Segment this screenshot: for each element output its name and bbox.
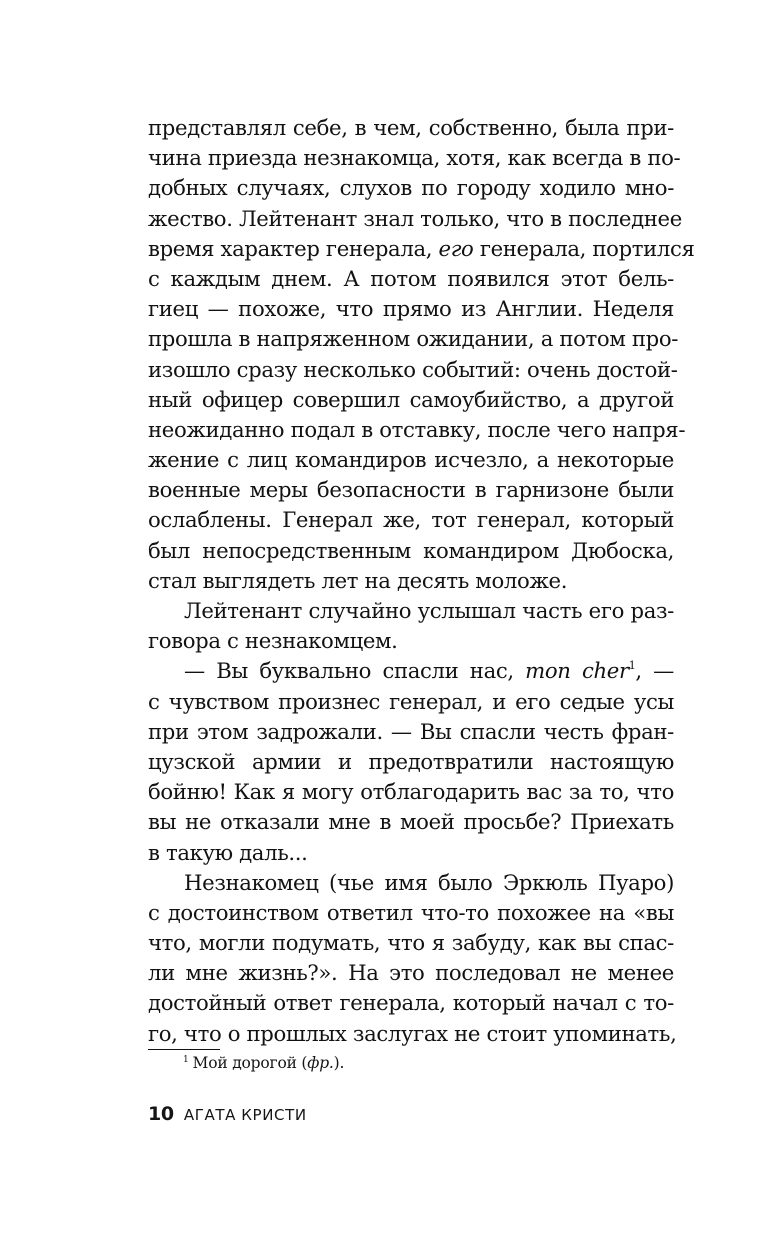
- text-segment: , —: [635, 658, 675, 684]
- text-line: цузской армии и предотвратили настоящую: [148, 748, 674, 774]
- text-line: военные меры безопасности в гарнизоне были: [148, 477, 674, 503]
- text-line: говора с незнакомцем.: [148, 628, 398, 654]
- text-line: вы не отказали мне в моей просьбе? Приехать: [148, 809, 674, 835]
- italic-emphasis: mon cher: [525, 658, 629, 684]
- text-line: жение с лиц командиров исчезло, а некоторые: [148, 447, 674, 473]
- text-line: неожиданно подал в отставку, после чего напря-: [148, 416, 686, 442]
- page-number: 10: [148, 1103, 174, 1125]
- footnote-italic: фр.: [307, 1054, 334, 1072]
- text-segment: генерала, портился: [473, 235, 695, 261]
- footnote-divider: [148, 1049, 220, 1050]
- text-line: бойню! Как я могу отблагодарить вас за то, что: [148, 779, 674, 805]
- text-line: в такую даль...: [148, 839, 308, 865]
- text-line: был непосредственным командиром Дюбоска,: [148, 537, 674, 563]
- footnote-text-end: ).: [333, 1054, 345, 1072]
- text-line: достойный ответ генерала, который начал с то-: [148, 990, 674, 1016]
- text-line: ный офицер совершил самоубийство, а другой: [148, 386, 674, 412]
- text-line: стал выглядеть лет на десять моложе.: [148, 567, 568, 593]
- paragraph-start-line: Лейтенант случайно услышал часть его раз-: [184, 598, 674, 623]
- text-line: с чувством произнес генерал, и его седые усы: [148, 688, 674, 714]
- text-line: ли мне жизнь?». На это последовал не менее: [148, 960, 674, 986]
- footnote-text: Мой дорогой (: [192, 1054, 308, 1072]
- footnote-number: 1: [183, 1055, 189, 1065]
- text-line: с каждым днем. А потом появился этот бель-: [148, 265, 674, 291]
- text-line: ослаблены. Генерал же, тот генерал, который: [148, 507, 674, 533]
- text-line: при этом задрожали. — Вы спасли честь фран-: [148, 718, 674, 744]
- text-line: чина приезда незнакомца, хотя, как всегда в по-: [148, 145, 681, 171]
- text-line: [148, 234, 695, 264]
- paragraph-start-line: Незнакомец (чье имя было Эркюль Пуаро): [184, 869, 674, 895]
- text-line: изошло сразу несколько событий: очень достой-: [148, 356, 678, 382]
- text-segment: — Вы буквально спасли нас,: [184, 658, 526, 684]
- body-text: [148, 113, 695, 1049]
- text-line: жество. Лейтенант знал только, что в последнее: [148, 205, 682, 231]
- text-line: го, что о прошлых заслугах не стоит упоминать,: [148, 1020, 677, 1046]
- italic-emphasis: его: [438, 235, 474, 261]
- text-line: с достоинством ответил что-то похожее на «вы: [148, 899, 674, 925]
- text-line: представлял себе, в чем, собственно, была при-: [148, 115, 674, 140]
- text-line: прошла в напряженном ожидании, а потом про-: [148, 326, 679, 352]
- running-footer: [148, 1103, 307, 1125]
- footnote: [183, 1054, 344, 1072]
- text-segment: время характер генерала,: [148, 235, 439, 261]
- text-line: добных случаях, слухов по городу ходило мно-: [148, 175, 674, 201]
- paragraph-start-line: [148, 656, 674, 686]
- running-title: АГАТА КРИСТИ: [183, 1106, 307, 1124]
- text-line: гиец — похоже, что прямо из Англии. Неделя: [148, 296, 674, 322]
- text-line: что, могли подумать, что я забуду, как вы спас-: [148, 930, 674, 956]
- footnote-marker[interactable]: 1: [628, 659, 636, 673]
